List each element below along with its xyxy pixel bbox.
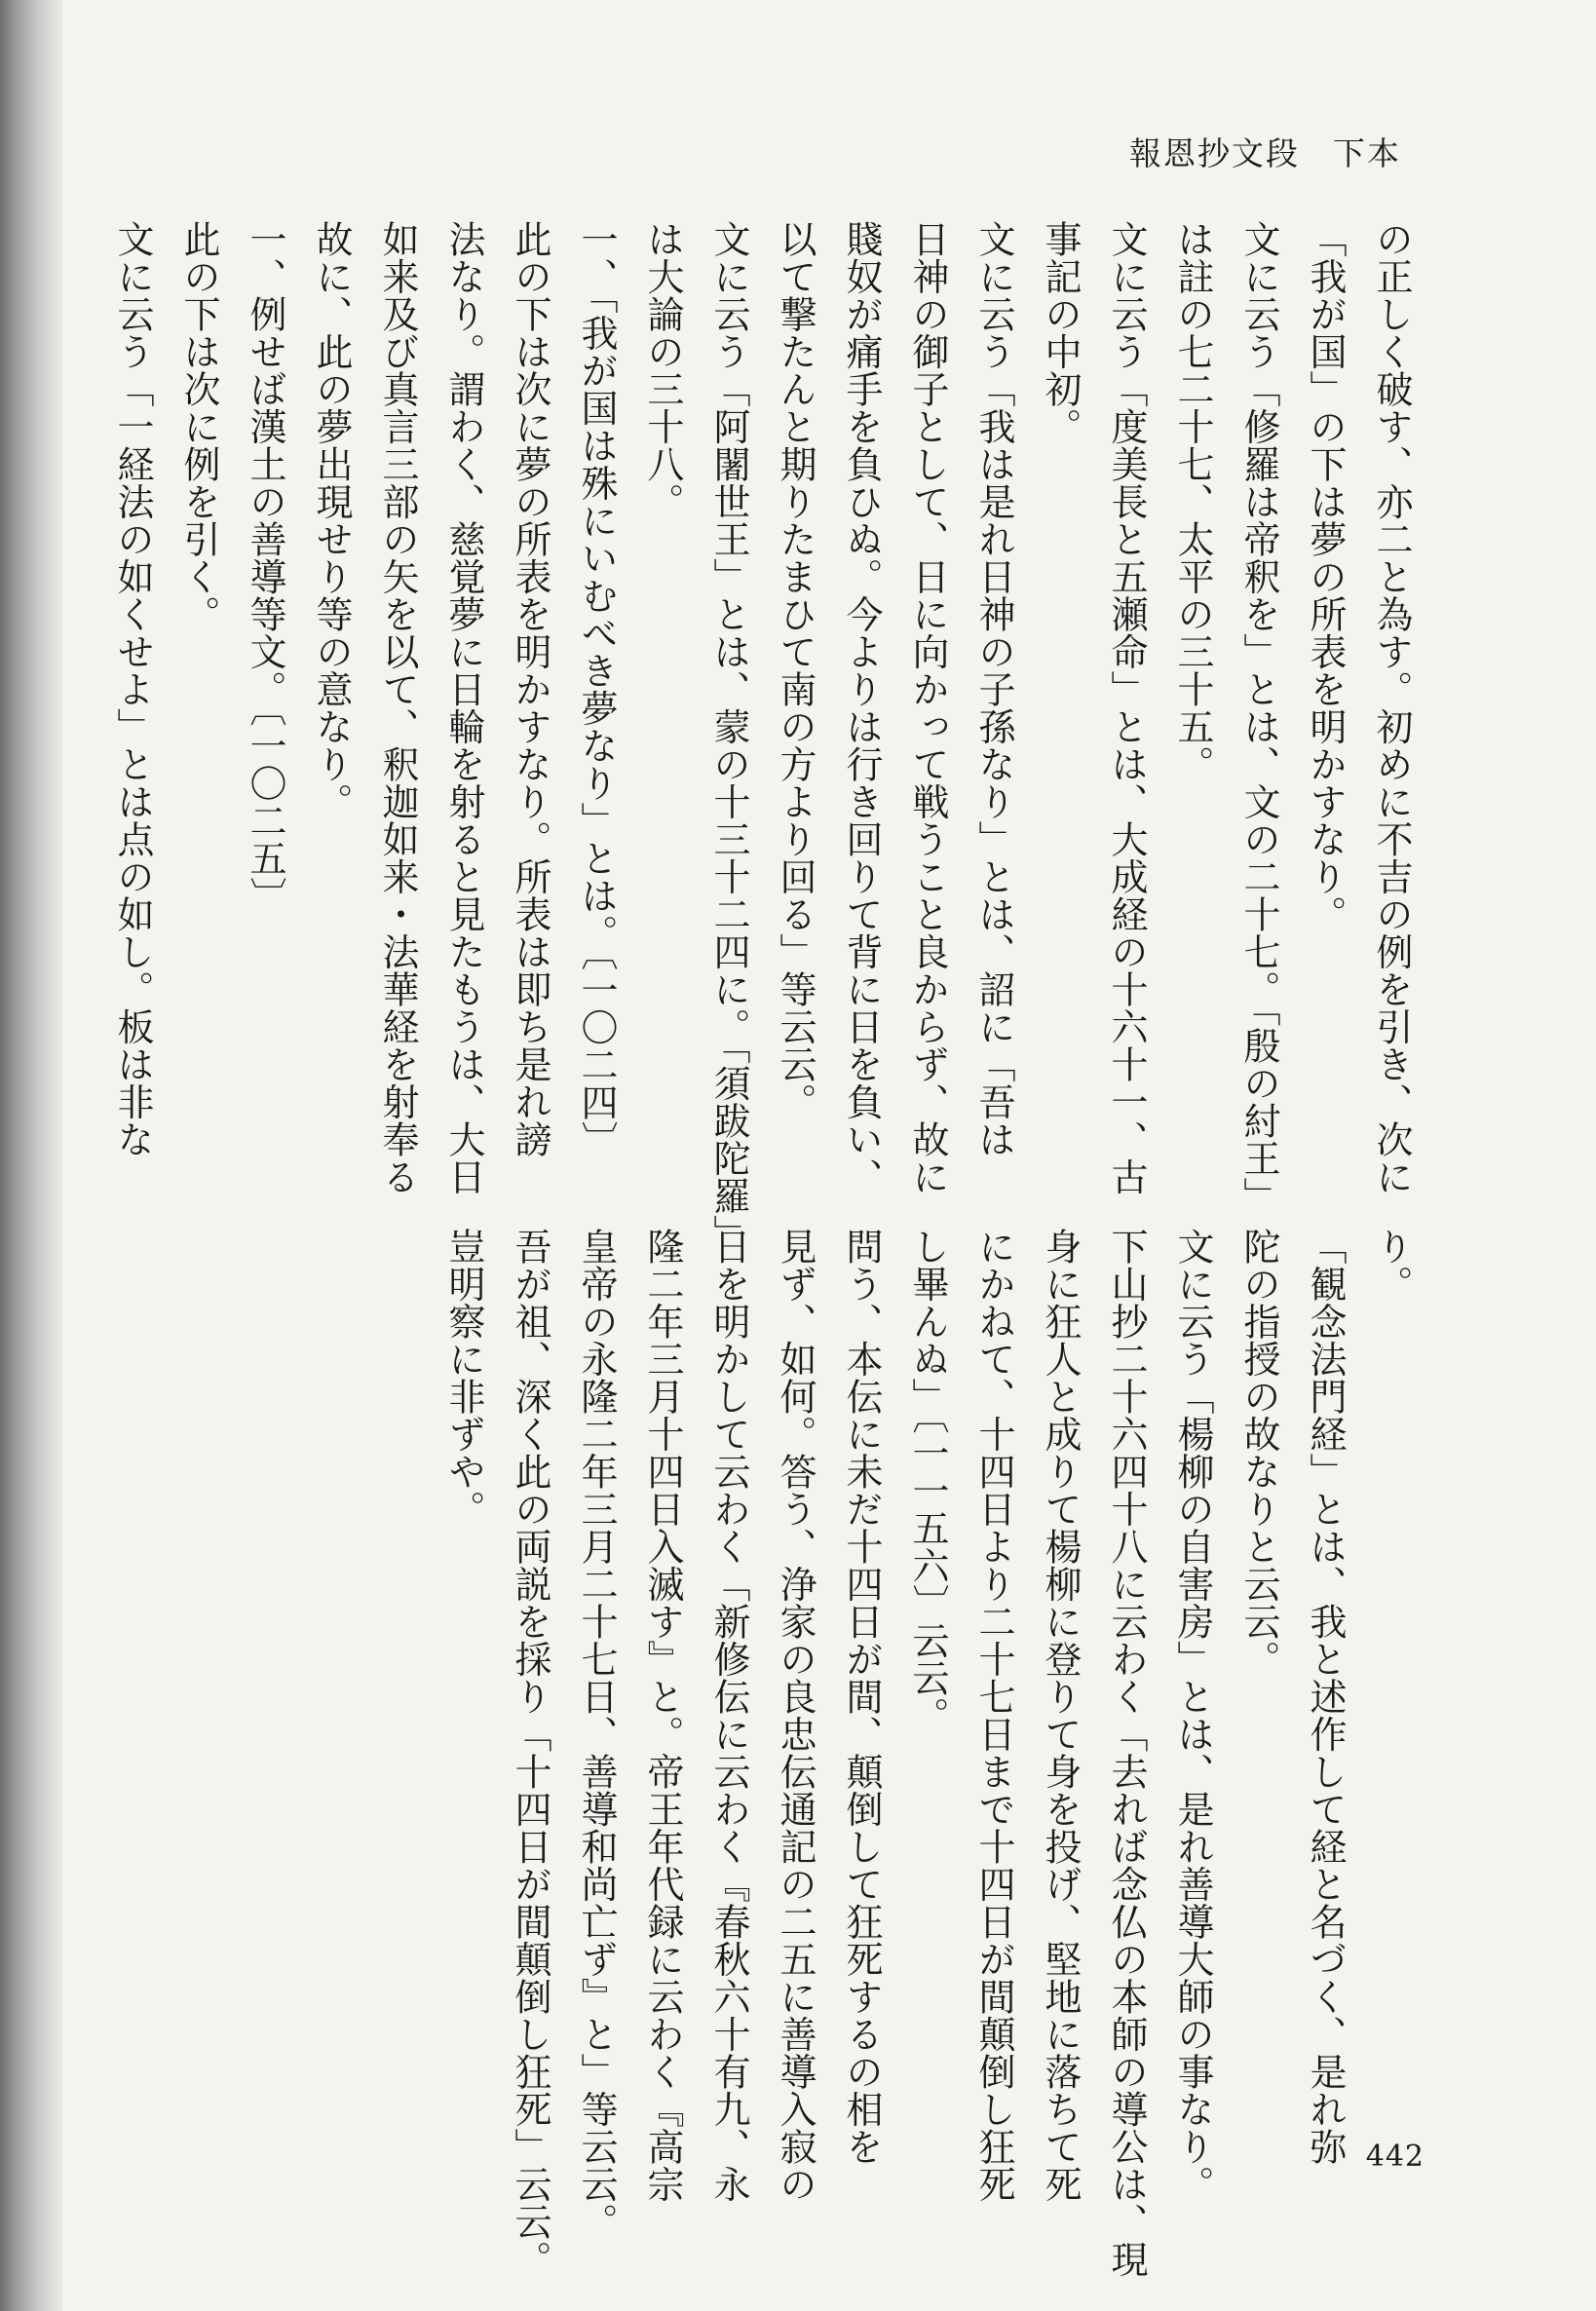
text-column: 隆二年三月十四日入滅す』と。帝王年代録に云わく『高宗 (641, 1228, 684, 2203)
page-spine-shadow (0, 0, 62, 2311)
text-column: 豈明察に非ずや。 (442, 1228, 485, 1528)
running-header (1129, 129, 1401, 174)
text-column: は大論の三十八。 (641, 220, 684, 520)
text-column: 陀の指授の故なりと云云。 (1237, 1228, 1280, 1678)
text-column: は註の七二十七、太平の三十五。 (1171, 220, 1214, 783)
text-column: 事記の中初。 (1039, 220, 1082, 445)
text-column: 文に云う「度美長と五瀬命」とは、大成経の十六十一、古 (1105, 220, 1148, 1195)
text-column: 如来及び真言三部の矢を以て、釈迦如来・法華経を射奉る (376, 220, 419, 1195)
text-column: り。 (1370, 1228, 1413, 1303)
text-column: 文に云う「修羅は帝釈を」とは、文の二十七。「殷の紂王」 (1237, 220, 1280, 1215)
text-column: 文に云う「阿闍世王」とは、蒙の十三十二四に。「須跋陀羅」 (707, 220, 750, 1252)
text-column: 一、例せば漢土の善導等文。〔一〇二五〕 (244, 220, 286, 915)
text-column: 見ず、如何。答う、浄家の良忠伝通記の二五に善導入寂の (774, 1228, 817, 2203)
text-column: 文に云う「我は是れ日神の子孫なり」とは、詔に「吾は (972, 220, 1015, 1158)
text-column: し畢んぬ」〔一一五六〕云云。 (906, 1228, 949, 1734)
text-column: 日神の御子として、日に向かって戦うこと良からず、故に (906, 220, 949, 1195)
text-column: 「観念法門経」とは、我と述作して経と名づく、是れ弥 (1304, 1228, 1347, 2166)
text-column: 故に、此の夢出現せり等の意なり。 (310, 220, 353, 820)
text-column: 吾が祖、深く此の両説を採り「十四日が間顛倒し狂死」云云。 (509, 1228, 551, 2278)
text-column: 一、「我が国は殊にいむべき夢なり」とは。〔一〇二四〕 (575, 220, 618, 1158)
text-column: の正しく破す、亦二と為す。初めに不吉の例を引き、次に (1370, 220, 1413, 1195)
text-column: 此の下は次に例を引く。 (177, 220, 220, 633)
text-column: 以て撃たんと期りたまひて南の方より回る」等云云。 (774, 220, 817, 1120)
text-column: にかねて、十四日より二十七日まで十四日が間顛倒し狂死 (972, 1228, 1015, 2203)
text-column: 下山抄二十六四十八に云わく「去れば念仏の本師の導公は、現 (1105, 1228, 1148, 2278)
text-column: 文に云う「楊柳の自害房」とは、是れ善導大師の事なり。 (1171, 1228, 1214, 2203)
text-column: 此の下は次に夢の所表を明かすなり。所表は即ち是れ謗 (509, 220, 551, 1158)
text-column: 「我が国」の下は夢の所表を明かすなり。 (1304, 220, 1347, 933)
text-column: 法なり。謂わく、慈覚夢に日輪を射ると見たもうは、大日 (442, 220, 485, 1195)
page-number: 442 (1365, 2140, 1425, 2174)
text-column: 賤奴が痛手を負ひぬ。今よりは行き回りて背に日を負い、 (840, 220, 883, 1195)
upper-text-block (99, 220, 1425, 1252)
text-column: 身に狂人と成りて楊柳に登りて身を投げ、堅地に落ちて死 (1039, 1228, 1082, 2203)
book-title: 報恩抄文段 (1129, 134, 1300, 172)
text-column: 文に云う「一経法の如くせよ」とは点の如し。板は非な (111, 220, 154, 1158)
text-column: 問う、本伝に未だ十四日が間、顛倒して狂死するの相を (840, 1228, 883, 2166)
volume-label: 下本 (1333, 134, 1401, 172)
text-column: 日を明かして云わく「新修伝に云わく『春秋六十有九、永 (707, 1228, 750, 2203)
text-column: 皇帝の永隆二年三月二十七日、善導和尚亡ず』と」等云云。 (575, 1228, 618, 2241)
